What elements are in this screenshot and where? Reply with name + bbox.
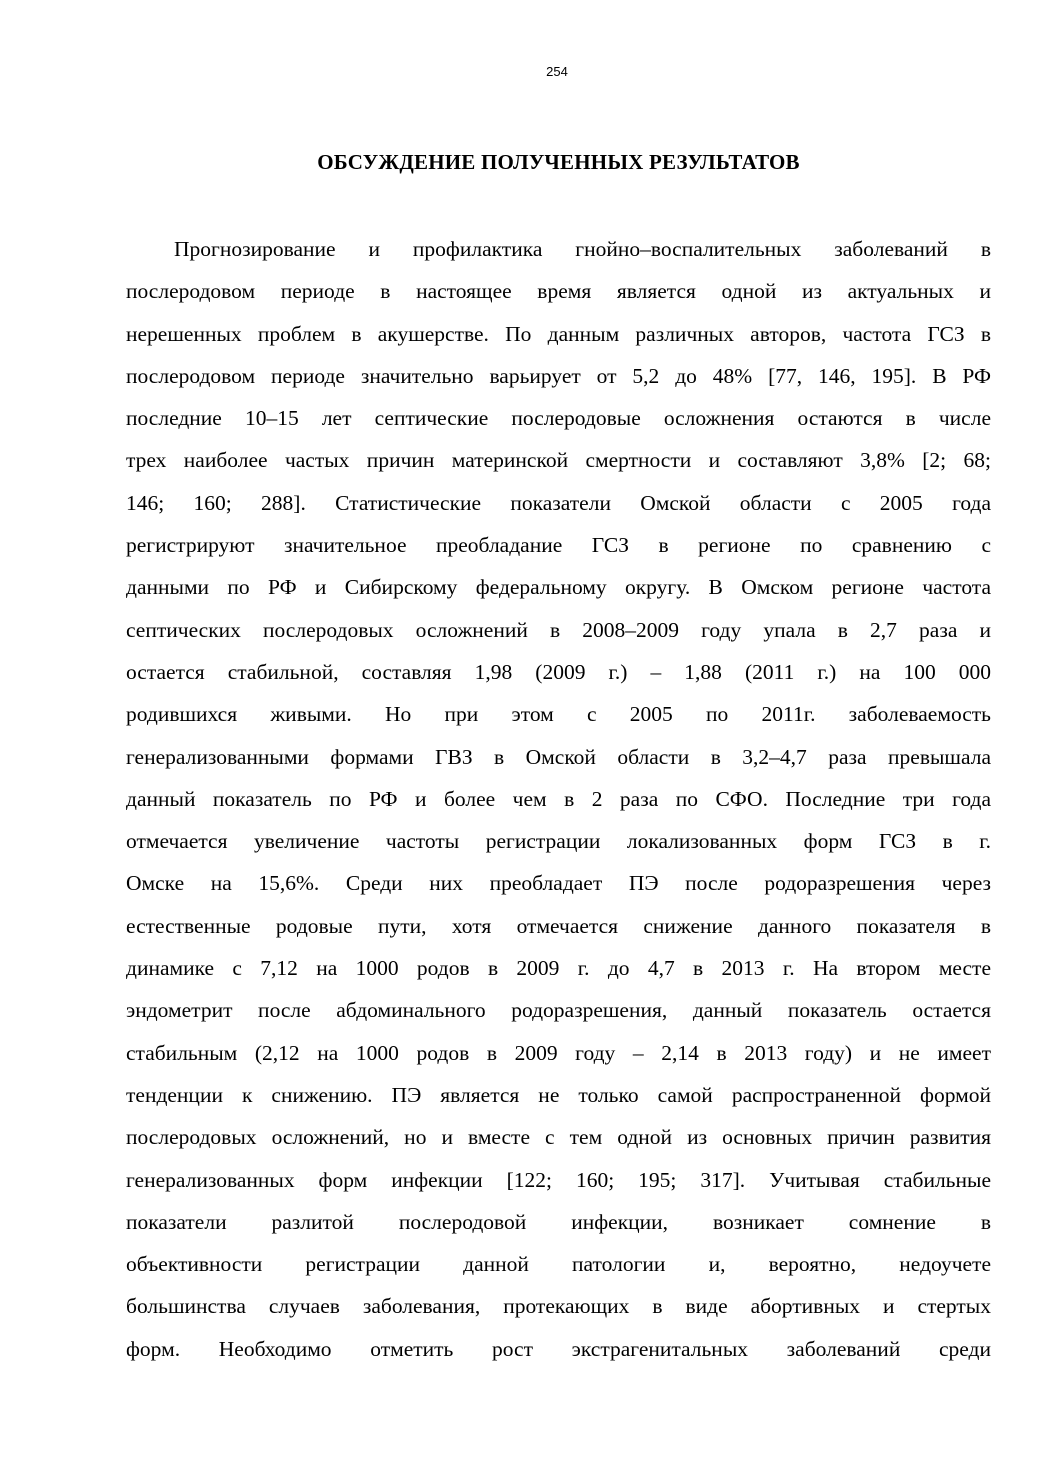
text-line: послеродовом периоде значительно варьирует от 5,2 до 48% [77, 146, 195]. В РФ (126, 363, 991, 388)
text-line: естественные родовые пути, хотя отмечается снижение данного показателя в (126, 913, 991, 938)
text-line: септических послеродовых осложнений в 2008–2009 году упала в 2,7 раза и (126, 617, 991, 642)
text-line: последние 10–15 лет септические послеродовые осложнения остаются в числе (126, 406, 991, 431)
text-line: отмечается увеличение частоты регистрации локализованных форм ГСЗ в г. (126, 829, 991, 854)
text-line: большинства случаев заболевания, протекающих в виде абортивных и стертых (126, 1294, 991, 1319)
text-line: стабильным (2,12 на 1000 родов в 2009 году – 2,14 в 2013 году) и не имеет (126, 1040, 991, 1065)
text-line: тенденции к снижению. ПЭ является не только самой распространенной формой (126, 1082, 991, 1107)
text-line: регистрируют значительное преобладание ГСЗ в регионе по сравнению с (126, 533, 991, 558)
text-line: Омске на 15,6%. Среди них преобладает ПЭ после родоразрешения через (126, 871, 991, 896)
text-line: данный показатель по РФ и более чем в 2 раза по СФО. Последние три года (126, 786, 991, 811)
text-line: форм. Необходимо отметить рост экстрагенитальных заболеваний среди (126, 1336, 991, 1361)
text-line: трех наиболее частых причин материнской смертности и составляют 3,8% [2; 68; (126, 448, 991, 473)
text-line: послеродовом периоде в настоящее время является одной из актуальных и (126, 279, 991, 304)
text-line: объективности регистрации данной патологии и, вероятно, недоучете (126, 1252, 991, 1277)
section-heading: ОБСУЖДЕНИЕ ПОЛУЧЕННЫХ РЕЗУЛЬТАТОВ (317, 150, 800, 174)
text-line: нерешенных проблем в акушерстве. По данным различных авторов, частота ГСЗ в (126, 321, 991, 346)
text-line: динамике с 7,12 на 1000 родов в 2009 г. до 4,7 в 2013 г. На втором месте (126, 956, 991, 981)
text-line: эндометрит после абдоминального родоразрешения, данный показатель остается (126, 998, 991, 1023)
text-line: родившихся живыми. Но при этом с 2005 по 2011г. заболеваемость (126, 702, 991, 727)
text-line: генерализованными формами ГВЗ в Омской области в 3,2–4,7 раза превышала (126, 744, 991, 769)
text-line: послеродовых осложнений, но и вместе с тем одной из основных причин развития (126, 1125, 991, 1150)
text-line: Прогнозирование и профилактика гнойно–воспалительных заболеваний в (174, 237, 991, 261)
body-paragraph (126, 228, 991, 1370)
text-line: данными по РФ и Сибирскому федеральному округу. В Омском регионе частота (126, 575, 991, 600)
text-line: показатели разлитой послеродовой инфекции, возникает сомнение в (126, 1209, 991, 1234)
text-line: 146; 160; 288]. Статистические показатели Омской области с 2005 года (126, 490, 991, 515)
text-line: остается стабильной, составляя 1,98 (2009 г.) – 1,88 (2011 г.) на 100 000 (126, 659, 991, 684)
text-line: генерализованных форм инфекции [122; 160; 195; 317]. Учитывая стабильные (126, 1167, 991, 1192)
page-number: 254 (546, 64, 568, 79)
